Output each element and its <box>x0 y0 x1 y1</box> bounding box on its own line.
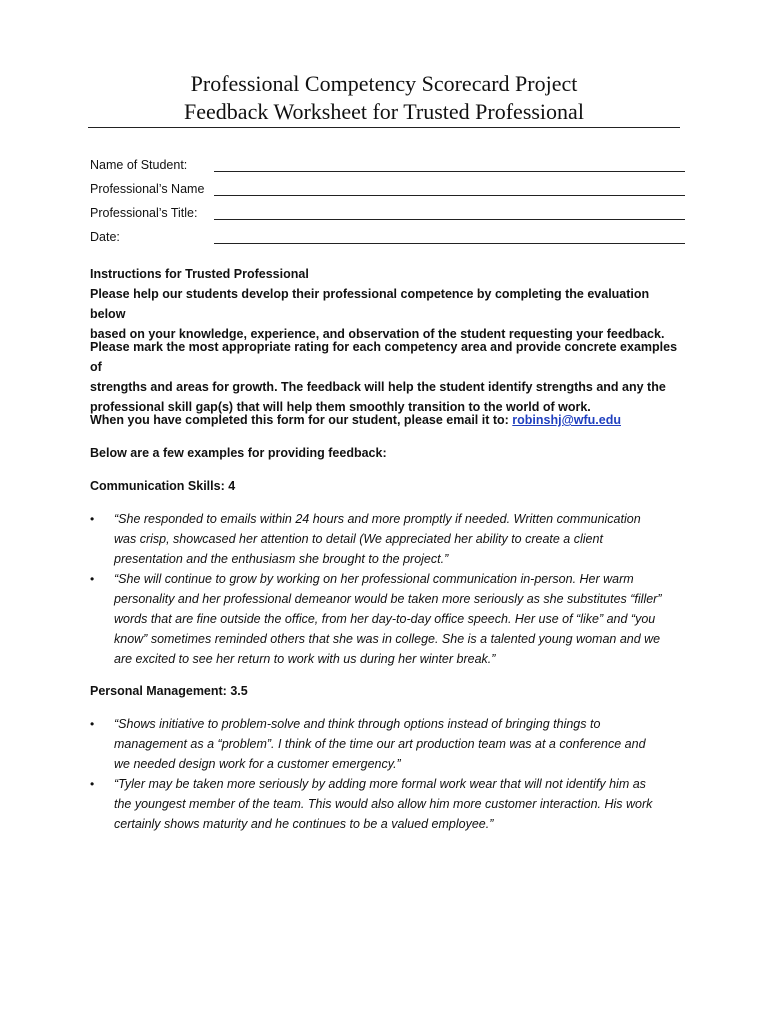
text-segment: Please mark the most appropriate rating for each competency area and provide <box>90 340 565 354</box>
text-line: professional skill gap(s) that will help them smoothly transition to the world of work. <box>90 400 591 414</box>
bullet-icon: • <box>90 777 95 791</box>
list-item <box>90 509 680 569</box>
professional-title-input-line[interactable] <box>214 219 685 220</box>
text-line: are excited to see her return to work with us during her winter break.” <box>114 652 496 666</box>
document-title <box>88 70 680 126</box>
personal-management-feedback-list <box>90 714 680 834</box>
title-line-1: Professional Competency Scorecard Project <box>190 71 578 96</box>
examples-intro: Below are a few examples for providing feedback: <box>90 446 387 460</box>
text-line <box>90 377 680 397</box>
text-line: know” sometimes reminded others that she was in college. She is a talented young woman and we <box>114 632 661 646</box>
professional-name-input-line[interactable] <box>214 195 685 196</box>
field-label: Date: <box>90 230 120 244</box>
professional-title-field <box>90 203 686 227</box>
bullet-icon: • <box>90 512 95 526</box>
text-line: was crisp, showcased her attention to detail (We appreciated her ability to create a client <box>114 532 603 546</box>
text-line: based on your knowledge, experience, and observation of the student requesting your feedback. <box>90 327 665 341</box>
list-item <box>90 714 680 774</box>
text-line: “Shows initiative to problem-solve and think through options instead of bringing things to <box>114 717 601 731</box>
title-line-2: Feedback Worksheet for Trusted Professional <box>184 99 584 124</box>
text-line: management as a “problem”. I think of the time our art production team was at a conference and <box>114 737 646 751</box>
text-line: “Tyler may be taken more seriously by adding more formal work wear that will not identify him as <box>114 777 646 791</box>
text-line: the youngest member of the team. This would also allow him more customer interaction. His work <box>114 797 653 811</box>
field-label: Professional’s Name <box>90 182 205 196</box>
bullet-icon: • <box>90 572 95 586</box>
text-line: “She responded to emails within 24 hours and more promptly if needed. Written communication <box>114 512 641 526</box>
personal-management-heading: Personal Management: 3.5 <box>90 684 248 698</box>
instructions-paragraph-1 <box>90 284 680 344</box>
text-line <box>90 337 680 377</box>
student-name-input-line[interactable] <box>214 171 685 172</box>
list-item <box>90 569 680 669</box>
field-label: Professional’s Title: <box>90 206 198 220</box>
date-field <box>90 227 686 251</box>
text-line: certainly shows maturity and he continues to be a valued employee.” <box>114 817 494 831</box>
text-line: words that are fine outside the office, from her day-to-day office speech. Her use of “like” and “you <box>114 612 656 626</box>
text-line: “She will continue to grow by working on her professional communication in-person. Her warm <box>114 572 634 586</box>
text-line: Please help our students develop their professional competence by completing the evaluation below <box>90 287 650 321</box>
email-prefix: When you have completed this form for our student, please email it to: <box>90 413 513 427</box>
instructions-heading: Instructions for Trusted Professional <box>90 267 309 281</box>
communication-feedback-list <box>90 509 680 669</box>
instructions-paragraph-2 <box>90 337 680 417</box>
emphasis-text: concrete examples of <box>90 340 678 374</box>
field-label: Name of Student: <box>90 158 188 172</box>
emphasis-text: strengths and areas for growth <box>90 380 275 394</box>
email-instruction <box>90 410 680 430</box>
title-divider <box>88 127 680 128</box>
professional-name-field <box>90 179 686 203</box>
text-line: personality and her professional demeanor would be taken more seriously as she substitutes “filler” <box>114 592 662 606</box>
email-link[interactable]: robinshj@wfu.edu <box>512 413 621 427</box>
date-input-line[interactable] <box>214 243 685 244</box>
list-item <box>90 774 680 834</box>
student-name-field <box>90 155 686 179</box>
communication-skills-heading: Communication Skills: 4 <box>90 479 236 493</box>
text-line: presentation and the enthusiasm she brought to the project.” <box>114 552 449 566</box>
text-line: we needed design work for a customer emergency.” <box>114 757 401 771</box>
text-segment: . The feedback will help the student identify strengths and any the <box>274 380 666 394</box>
bullet-icon: • <box>90 717 95 731</box>
